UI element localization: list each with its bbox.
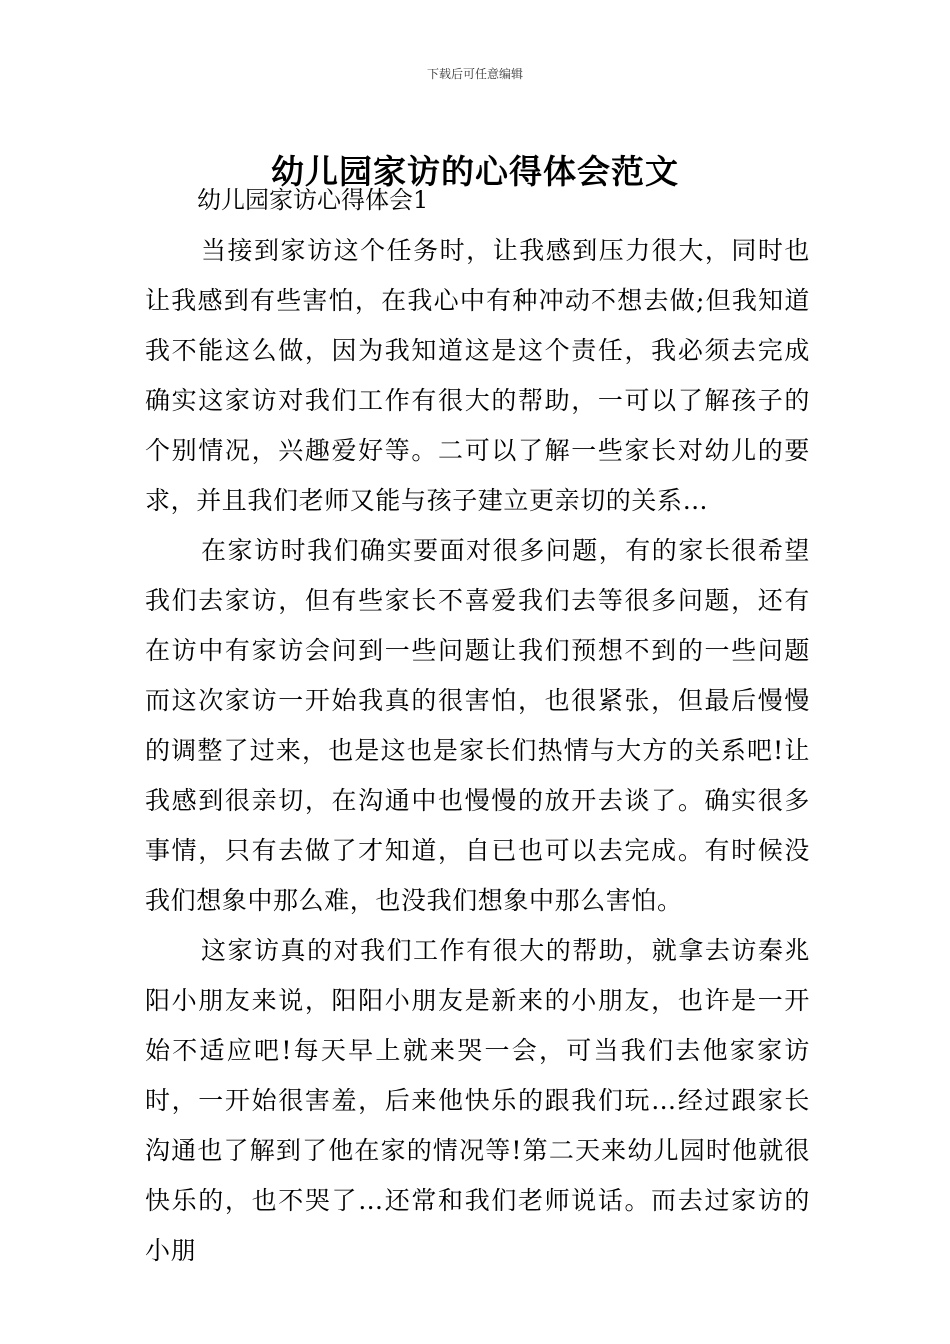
paragraph-3: 这家访真的对我们工作有很大的帮助，就拿去访秦兆阳小朋友来说，阳阳小朋友是新来的小朋友，也许是一开始不适应吧!每天早上就来哭一会，可当我们去他家家访时，一开始很害羞，后来他快乐的跟我们玩…经过跟家长沟通也了解到了他在家的情况等!第二天来幼儿园时他就很快乐的，也不哭了…还常和我们老师说话。而去过家访的小朋 <box>145 936 810 1265</box>
document-title: 幼儿园家访的心得体会范文 <box>271 152 679 192</box>
header-note: 下载后可任意编辑 <box>426 67 523 81</box>
section-heading: 幼儿园家访心得体会1 <box>197 186 429 214</box>
paragraph-2: 在家访时我们确实要面对很多问题，有的家长很希望我们去家访，但有些家长不喜爱我们去等很多问题，还有在访中有家访会问到一些问题让我们预想不到的一些问题而这次家访一开始我真的很害怕，也很紧张，但最后慢慢的调整了过来，也是这也是家长们热情与大方的关系吧!让我感到很亲切，在沟通中也慢慢的放开去谈了。确实很多事情，只有去做了才知道，自已也可以去完成。有时候没我们想象中那么难，也没我们想象中那么害怕。 <box>145 536 810 915</box>
paragraph-1: 当接到家访这个任务时，让我感到压力很大，同时也让我感到有些害怕，在我心中有种冲动不想去做;但我知道我不能这么做，因为我知道这是这个责任，我必须去完成确实这家访对我们工作有很大的帮助，一可以了解孩子的个别情况，兴趣爱好等。二可以了解一些家长对幼儿的要求，并且我们老师又能与孩子建立更亲切的关系… <box>145 236 810 515</box>
document-body <box>145 226 810 1276</box>
